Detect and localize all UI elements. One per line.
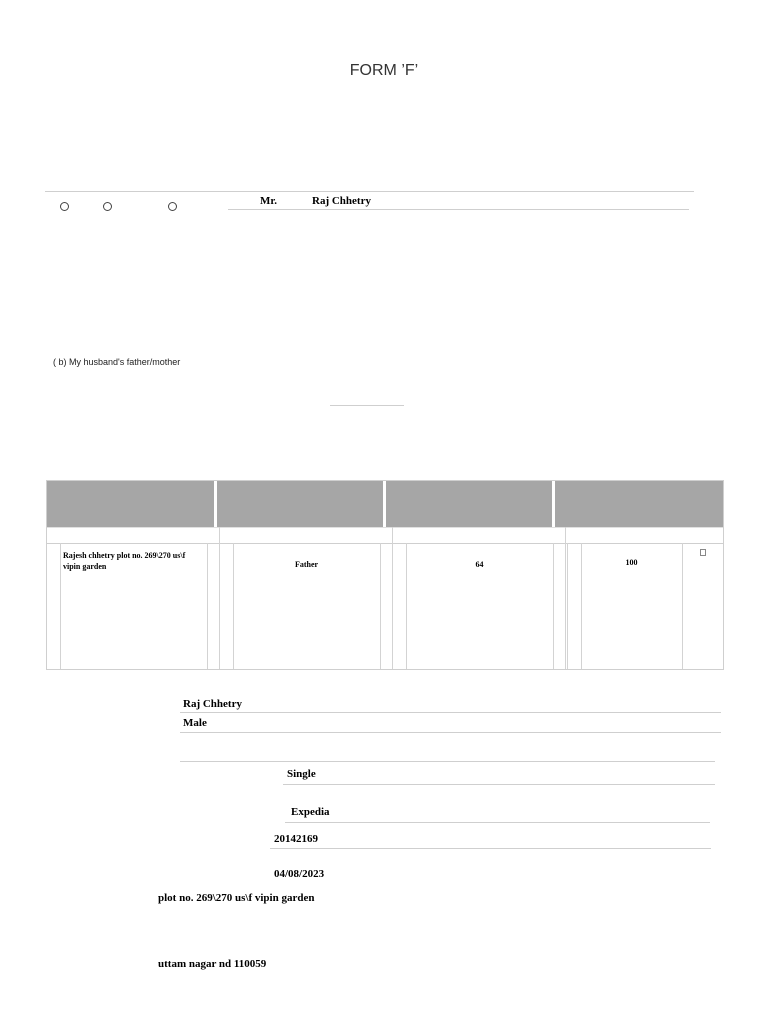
table-divider (567, 543, 568, 669)
table-subheader-line (47, 527, 723, 528)
table-divider (219, 527, 220, 669)
table-header-cell-3 (386, 481, 552, 527)
table-divider (553, 543, 554, 669)
details-name: Raj Chhetry (183, 698, 242, 710)
salutation: Mr. (260, 195, 278, 207)
details-name-underline (180, 712, 721, 713)
details-address-line1: plot no. 269\270 us\f vipin garden (158, 892, 315, 904)
radio-option-1[interactable] (60, 202, 69, 211)
nominee-relationship: Father (294, 560, 319, 569)
details-employee-no: 20142169 (274, 833, 318, 845)
husband-parent-label: ( b) My husband's father/mother (53, 357, 181, 367)
short-underline (330, 405, 404, 406)
details-employee-underline (270, 848, 711, 849)
details-marital-status: Single (287, 768, 316, 780)
nominee-table (46, 480, 724, 670)
details-blank-line (180, 761, 715, 762)
document-icon (700, 549, 706, 556)
table-divider (565, 527, 566, 669)
table-divider (60, 543, 61, 669)
table-divider (380, 543, 381, 669)
radio-option-2[interactable] (103, 202, 112, 211)
radio-option-3[interactable] (168, 202, 177, 211)
details-marital-underline (283, 784, 715, 785)
top-divider (45, 191, 694, 192)
table-divider (207, 543, 208, 669)
details-date: 04/08/2023 (274, 868, 325, 880)
table-header-cell-1 (47, 481, 214, 527)
table-subheader-bottom (47, 543, 723, 544)
table-divider (392, 527, 393, 669)
details-employer-underline (285, 822, 710, 823)
nominee-name-address: Rajesh chhetry plot no. 269\270 us\f vipin garden (63, 551, 186, 571)
name-underline (228, 209, 689, 210)
table-header-cell-2 (217, 481, 383, 527)
table-divider (682, 543, 683, 669)
details-gender: Male (183, 717, 207, 729)
table-header-cell-4 (555, 481, 723, 527)
details-employer: Expedia (291, 806, 330, 818)
form-title: FORM ’F’ (349, 62, 419, 79)
details-address-line2: uttam nagar nd 110059 (158, 958, 267, 970)
applicant-name: Raj Chhetry (312, 195, 371, 207)
nominee-share: 100 (625, 558, 638, 567)
details-gender-underline (180, 732, 721, 733)
nominee-age: 64 (475, 560, 484, 569)
